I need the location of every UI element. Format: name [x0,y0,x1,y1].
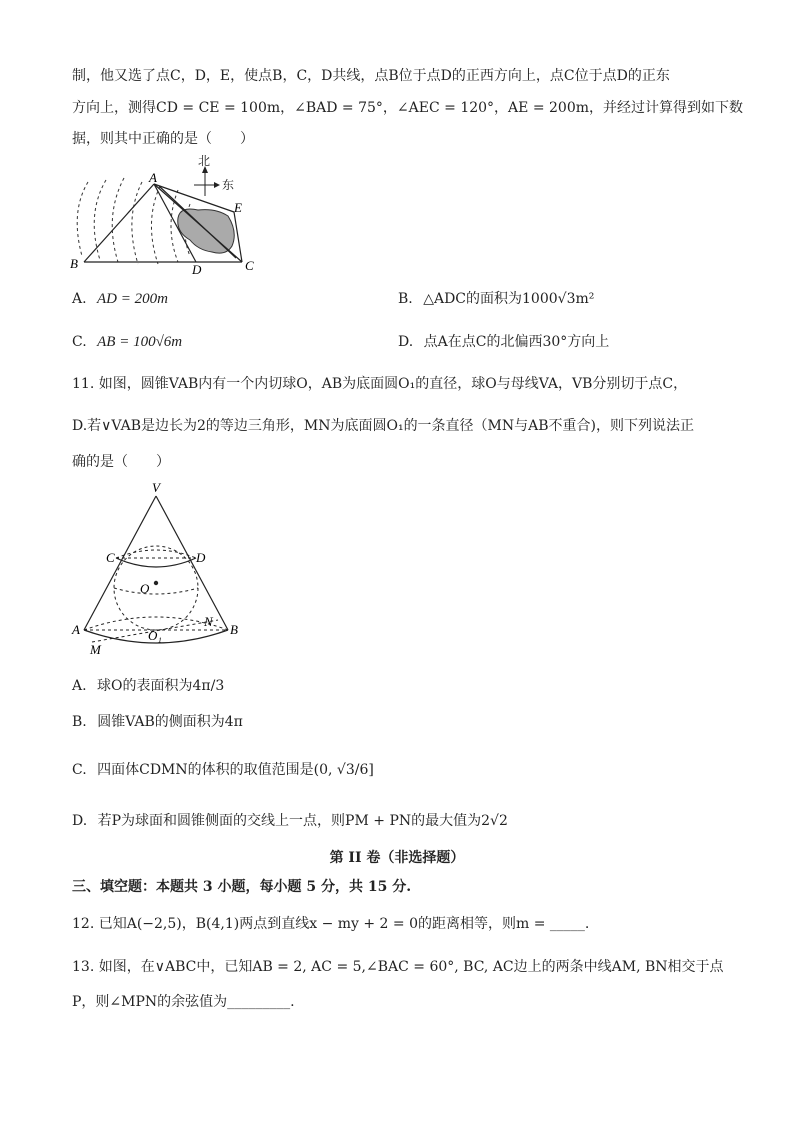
option-key: A. [72,291,87,307]
q11-text-line-1: 11. 如图，圆锥VAB内有一个内切球O，AB为底面圆O₁的直径，球O与母线VA，VB分别切于点C， [72,376,688,392]
point-v-label: V [152,480,160,495]
point-c-label: C [245,258,254,273]
q10-option-a [72,289,168,309]
q11-option-d [72,811,508,831]
point-d-label: D [192,262,202,277]
sphere-center-dot [154,581,158,585]
option-text: 圆锥VAB的侧面积为4π [97,714,243,730]
option-key: C. [72,762,87,778]
point-d-label: D [196,550,206,565]
q11-figure [70,480,250,660]
option-key: C. [72,334,87,350]
q10-option-c [72,332,182,352]
q10-option-b [398,289,594,309]
option-text: 若P为球面和圆锥侧面的交线上一点，则PM + PN的最大值为2√2 [97,813,508,829]
option-key: A. [72,678,87,694]
q10-text-line-3: 据，则其中正确的是（ ） [72,131,254,147]
q13-text-line-2: P，则∠MPN的余弦值为_________. [72,994,295,1010]
q12-text: 12. 已知A(−2,5)，B(4,1)两点到直线x − my + 2 = 0的距离相等，则m = _____. [72,916,590,932]
north-label: 北 [198,154,211,168]
option-text: AD = 200m [97,291,168,307]
point-m-label: M [90,642,101,657]
option-key: B. [398,291,413,307]
q11-text-line-3: 确的是（ ） [72,454,170,470]
point-a-label: A [72,622,80,637]
east-label: 东 [222,178,235,192]
q11-option-c [72,760,374,780]
point-e-label: E [234,200,242,215]
q10-option-d [398,332,609,352]
option-text: 四面体CDMN的体积的取值范围是(0, √3/6] [97,762,374,778]
section-title: 第 II 卷（非选择题） [329,850,465,866]
option-key: B. [72,714,87,730]
point-o1-label: O₁ [148,628,162,643]
q11-text-line-2: D.若∨VAB是边长为2的等边三角形，MN为底面圆O₁的一条直径（MN与AB不重合)，则下列说法正 [72,418,695,434]
option-text: 球O的表面积为4π/3 [97,678,225,694]
q11-option-b [72,712,243,732]
point-b-label: B [70,256,78,271]
option-key: D. [72,813,88,829]
q10-text-line-1: 制，他又选了点C，D，E，使点B，C，D共线，点B位于点D的正西方向上，点C位于点D的正东 [72,68,670,84]
q10-figure [66,152,266,280]
compass-icon [194,154,234,196]
q13-text-line-1: 13. 如图，在∨ABC中，已知AB = 2, AC = 5,∠BAC = 60°, BC, AC边上的两条中线AM, BN相交于点 [72,959,724,975]
option-text: △ADC的面积为1000√3m² [423,291,595,307]
point-c-label: C [106,550,115,565]
option-text: 点A在点C的北偏西30°方向上 [423,334,610,350]
point-b-label: B [230,622,238,637]
q11-option-a [72,676,224,696]
q10-text-line-2: 方向上，测得CD = CE = 100m，∠BAD = 75°，∠AEC = 120°，AE = 200m，并经过计算得到如下数 [72,100,744,116]
option-text: AB = 100√6m [97,334,183,350]
q10-lake-shape [178,209,235,253]
point-n-label: N [204,614,213,629]
part3-heading: 三、填空题：本题共 3 小题，每小题 5 分，共 15 分. [72,879,412,895]
option-key: D. [398,334,414,350]
point-a-label: A [149,170,157,185]
point-o-label: O [140,581,150,596]
